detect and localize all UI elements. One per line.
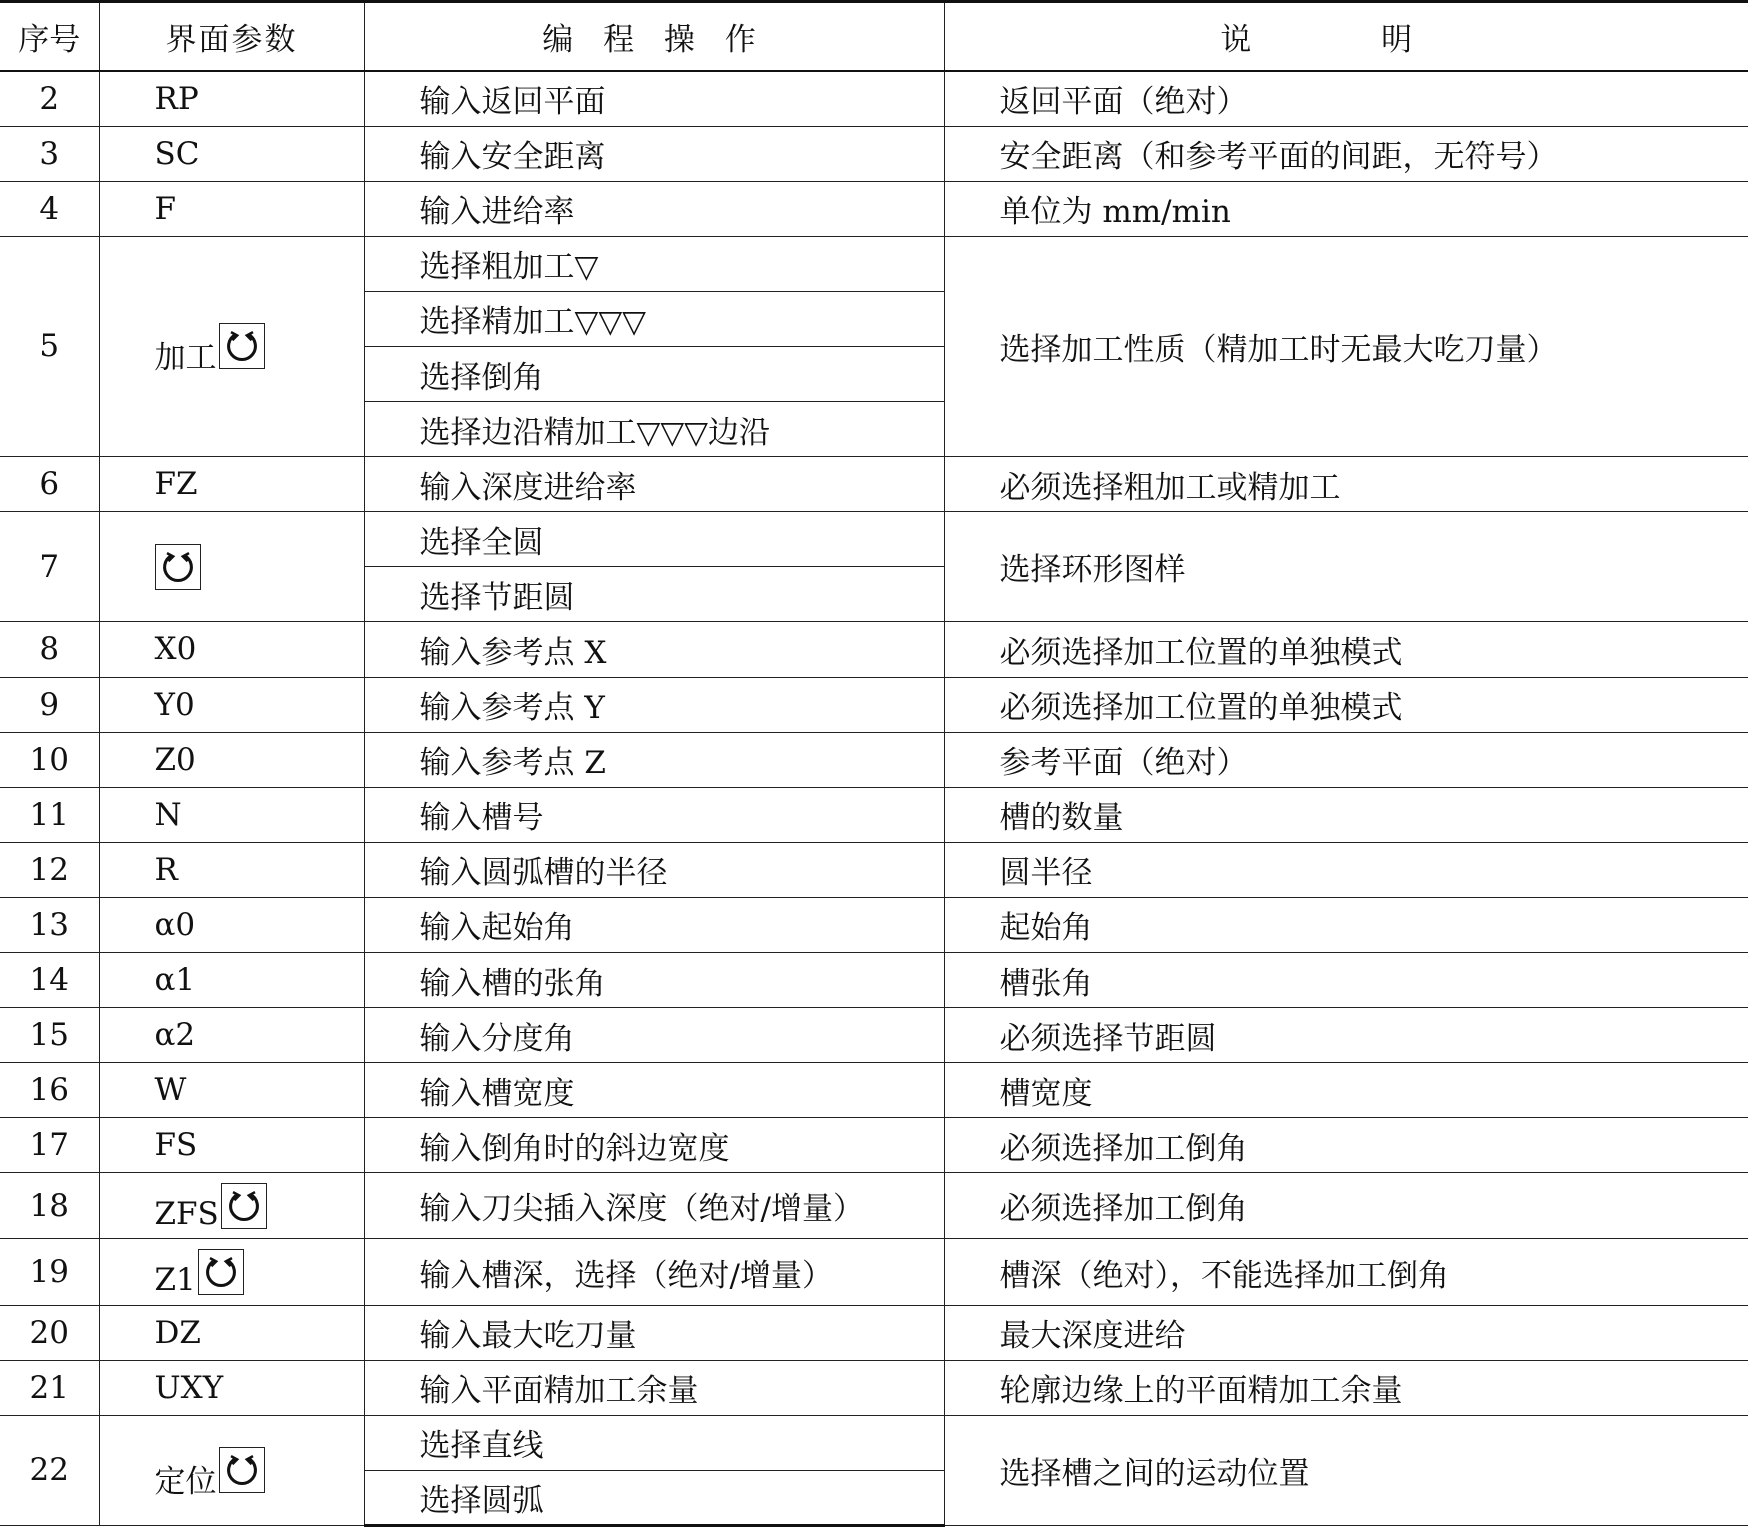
table-row xyxy=(0,677,1748,732)
table-row xyxy=(0,1008,1748,1063)
op-cell: 输入参考点 Z xyxy=(364,732,944,787)
seq-cell: 7 xyxy=(0,512,99,622)
op-cell: 选择精加工▽▽▽ xyxy=(364,291,944,346)
table-row xyxy=(0,622,1748,677)
cycle-toggle-icon[interactable] xyxy=(219,323,265,369)
op-cell: 输入参考点 X xyxy=(364,622,944,677)
desc-cell: 槽宽度 xyxy=(944,1063,1748,1118)
op-cell: 选择边沿精加工▽▽▽边沿 xyxy=(364,402,944,457)
param-cell xyxy=(99,1173,364,1239)
table-row xyxy=(0,897,1748,952)
desc-cell: 返回平面（绝对） xyxy=(944,71,1748,126)
table-row xyxy=(0,236,1748,291)
param-cell: UXY xyxy=(99,1360,364,1415)
op-cell: 选择节距圆 xyxy=(364,567,944,622)
param-cell: RP xyxy=(99,71,364,126)
op-cell: 输入深度进给率 xyxy=(364,457,944,512)
table-row xyxy=(0,1239,1748,1305)
seq-cell: 20 xyxy=(0,1305,99,1360)
param-label: ZFS xyxy=(154,1195,219,1232)
desc-cell: 选择环形图样 xyxy=(944,512,1748,622)
seq-cell: 21 xyxy=(0,1360,99,1415)
desc-cell: 圆半径 xyxy=(944,842,1748,897)
seq-cell: 11 xyxy=(0,787,99,842)
table-row xyxy=(0,732,1748,787)
cycle-toggle-icon[interactable] xyxy=(219,1447,265,1493)
op-cell: 输入槽的张角 xyxy=(364,953,944,1008)
seq-cell: 4 xyxy=(0,181,99,236)
param-cell: α1 xyxy=(99,953,364,1008)
seq-cell: 14 xyxy=(0,953,99,1008)
op-cell: 输入返回平面 xyxy=(364,71,944,126)
table-row xyxy=(0,71,1748,126)
param-cell: SC xyxy=(99,126,364,181)
desc-cell: 必须选择节距圆 xyxy=(944,1008,1748,1063)
table-row xyxy=(0,126,1748,181)
seq-cell: 16 xyxy=(0,1063,99,1118)
op-cell: 输入槽深，选择（绝对/增量） xyxy=(364,1239,944,1305)
param-cell xyxy=(99,1415,364,1525)
desc-cell: 最大深度进给 xyxy=(944,1305,1748,1360)
cycle-toggle-icon[interactable] xyxy=(221,1183,267,1229)
op-cell: 选择粗加工▽ xyxy=(364,236,944,291)
seq-cell: 17 xyxy=(0,1118,99,1173)
seq-cell: 15 xyxy=(0,1008,99,1063)
desc-cell: 选择加工性质（精加工时无最大吃刀量） xyxy=(944,236,1748,456)
param-cell: N xyxy=(99,787,364,842)
table-row xyxy=(0,1360,1748,1415)
seq-cell: 6 xyxy=(0,457,99,512)
cycle-toggle-icon[interactable] xyxy=(155,544,201,590)
table-row xyxy=(0,1063,1748,1118)
seq-cell: 22 xyxy=(0,1415,99,1525)
header-desc: 说 明 xyxy=(944,2,1748,72)
desc-cell: 必须选择加工倒角 xyxy=(944,1173,1748,1239)
table-row xyxy=(0,842,1748,897)
op-cell: 输入参考点 Y xyxy=(364,677,944,732)
header-param: 界面参数 xyxy=(99,2,364,72)
desc-cell: 必须选择粗加工或精加工 xyxy=(944,457,1748,512)
seq-cell: 9 xyxy=(0,677,99,732)
op-cell: 选择圆弧 xyxy=(364,1470,944,1525)
op-cell: 输入平面精加工余量 xyxy=(364,1360,944,1415)
table-row xyxy=(0,953,1748,1008)
desc-cell: 轮廓边缘上的平面精加工余量 xyxy=(944,1360,1748,1415)
op-cell: 输入槽号 xyxy=(364,787,944,842)
desc-cell: 起始角 xyxy=(944,897,1748,952)
seq-cell: 5 xyxy=(0,236,99,456)
op-cell: 输入圆弧槽的半径 xyxy=(364,842,944,897)
table-row xyxy=(0,512,1748,567)
seq-cell: 19 xyxy=(0,1239,99,1305)
param-label: Z1 xyxy=(154,1262,196,1299)
header-seq: 序号 xyxy=(0,2,99,72)
table-row xyxy=(0,1415,1748,1470)
desc-cell: 必须选择加工倒角 xyxy=(944,1118,1748,1173)
param-cell: FZ xyxy=(99,457,364,512)
header-row xyxy=(0,2,1748,72)
table-row xyxy=(0,787,1748,842)
op-cell: 输入分度角 xyxy=(364,1008,944,1063)
op-cell: 输入进给率 xyxy=(364,181,944,236)
op-cell: 输入刀尖插入深度（绝对/增量） xyxy=(364,1173,944,1239)
table-row xyxy=(0,1305,1748,1360)
param-cell xyxy=(99,236,364,456)
param-label: 加工 xyxy=(154,339,217,376)
desc-cell: 槽深（绝对），不能选择加工倒角 xyxy=(944,1239,1748,1305)
header-op: 编 程 操 作 xyxy=(364,2,944,72)
op-cell: 选择倒角 xyxy=(364,346,944,401)
seq-cell: 8 xyxy=(0,622,99,677)
seq-cell: 13 xyxy=(0,897,99,952)
table-row xyxy=(0,181,1748,236)
seq-cell: 2 xyxy=(0,71,99,126)
param-cell: R xyxy=(99,842,364,897)
desc-cell: 槽张角 xyxy=(944,953,1748,1008)
param-label: 定位 xyxy=(154,1463,217,1500)
desc-cell: 必须选择加工位置的单独模式 xyxy=(944,677,1748,732)
seq-cell: 18 xyxy=(0,1173,99,1239)
op-cell: 输入倒角时的斜边宽度 xyxy=(364,1118,944,1173)
op-cell: 输入安全距离 xyxy=(364,126,944,181)
desc-cell: 选择槽之间的运动位置 xyxy=(944,1415,1748,1525)
op-cell: 输入槽宽度 xyxy=(364,1063,944,1118)
table-row xyxy=(0,457,1748,512)
desc-cell: 槽的数量 xyxy=(944,787,1748,842)
op-cell: 选择全圆 xyxy=(364,512,944,567)
desc-cell: 参考平面（绝对） xyxy=(944,732,1748,787)
op-cell: 输入最大吃刀量 xyxy=(364,1305,944,1360)
param-cell: DZ xyxy=(99,1305,364,1360)
param-cell xyxy=(99,1239,364,1305)
param-cell: α0 xyxy=(99,897,364,952)
seq-cell: 10 xyxy=(0,732,99,787)
desc-cell: 单位为 mm/min xyxy=(944,181,1748,236)
op-cell: 选择直线 xyxy=(364,1415,944,1470)
param-cell: X0 xyxy=(99,622,364,677)
table-row xyxy=(0,1173,1748,1239)
seq-cell: 12 xyxy=(0,842,99,897)
param-cell: Y0 xyxy=(99,677,364,732)
param-cell: α2 xyxy=(99,1008,364,1063)
desc-cell: 安全距离（和参考平面的间距，无符号） xyxy=(944,126,1748,181)
cycle-toggle-icon[interactable] xyxy=(198,1249,244,1295)
param-cell xyxy=(99,512,364,622)
param-cell: FS xyxy=(99,1118,364,1173)
desc-cell: 必须选择加工位置的单独模式 xyxy=(944,622,1748,677)
op-cell: 输入起始角 xyxy=(364,897,944,952)
seq-cell: 3 xyxy=(0,126,99,181)
param-cell: F xyxy=(99,181,364,236)
param-cell: W xyxy=(99,1063,364,1118)
table-row xyxy=(0,1118,1748,1173)
param-cell: Z0 xyxy=(99,732,364,787)
